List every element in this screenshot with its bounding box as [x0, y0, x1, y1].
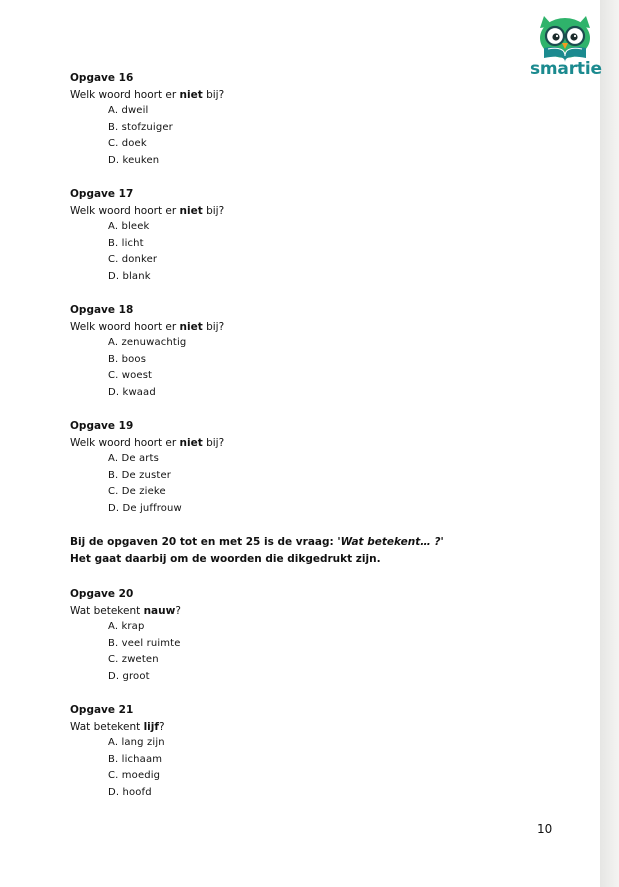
instruction-line [70, 534, 520, 551]
prompt-text: Welk woord hoort er [70, 321, 180, 333]
answer-option: D. hoofd [108, 786, 152, 798]
answer-option: B. stofzuiger [108, 121, 173, 133]
question-title: Opgave 21 [70, 704, 134, 716]
question-title: Opgave 20 [70, 588, 134, 600]
prompt-text: Wat betekent [70, 721, 144, 733]
prompt-text-end: bij? [202, 321, 225, 333]
prompt-bold-word: lijf [143, 721, 159, 733]
answer-option: C. moedig [108, 770, 161, 781]
smartie-logo [530, 14, 602, 78]
prompt-bold-word: nauw [143, 605, 176, 617]
answer-option: D. groot [108, 670, 150, 682]
answer-options [70, 335, 520, 401]
answer-option: A. De arts [108, 453, 159, 464]
prompt-bold-word: niet [179, 205, 203, 217]
question-prompt [70, 435, 520, 451]
prompt-text-end: bij? [202, 205, 225, 217]
answer-option: C. De zieke [108, 486, 166, 497]
answer-option: D. keuken [108, 154, 160, 166]
instruction-question: 'Wat betekent… ?' [337, 536, 444, 548]
question-block [70, 186, 520, 285]
question-title: Opgave 18 [70, 304, 134, 316]
answer-options [70, 451, 520, 517]
prompt-text-end: bij? [202, 89, 225, 101]
answer-option: A. bleek [108, 221, 150, 232]
answer-option: A. dweil [108, 105, 149, 116]
answer-options [70, 735, 520, 801]
question-block [70, 302, 520, 401]
prompt-text: Welk woord hoort er [70, 89, 180, 101]
instruction-line: Het gaat daarbij om de woorden die dikgedrukt zijn. [70, 553, 381, 565]
question-block [70, 418, 520, 517]
logo-wordmark: smartie [530, 59, 602, 79]
question-title: Opgave 19 [70, 420, 134, 432]
question-prompt [70, 87, 520, 103]
answer-option: D. blank [108, 270, 151, 282]
question-block [70, 586, 520, 685]
prompt-text-end: ? [175, 605, 181, 617]
question-block [70, 702, 520, 801]
page-number: 10 [537, 822, 553, 836]
prompt-text-end: bij? [202, 437, 225, 449]
answer-option: D. De juffrouw [108, 502, 182, 514]
owl-icon [536, 14, 594, 62]
prompt-text: Welk woord hoort er [70, 437, 180, 449]
page-edge [600, 0, 619, 887]
answer-option: B. licht [108, 237, 144, 249]
answer-option: A. lang zijn [108, 737, 165, 748]
question-prompt [70, 203, 520, 219]
answer-option: B. De zuster [108, 469, 172, 481]
prompt-bold-word: niet [179, 437, 203, 449]
answer-option: B. veel ruimte [108, 637, 181, 649]
question-title: Opgave 16 [70, 72, 134, 84]
question-prompt [70, 319, 520, 335]
answer-option: D. kwaad [108, 386, 156, 398]
question-prompt [70, 603, 520, 619]
answer-options [70, 619, 520, 685]
answer-options [70, 219, 520, 285]
prompt-text-end: ? [158, 721, 165, 733]
exercise-content [70, 70, 520, 818]
question-title: Opgave 17 [70, 188, 134, 200]
question-block [70, 70, 520, 169]
answer-option: C. woest [108, 370, 153, 381]
question-prompt [70, 719, 520, 735]
prompt-bold-word: niet [179, 321, 203, 333]
answer-option: C. zweten [108, 654, 159, 665]
prompt-text: Welk woord hoort er [70, 205, 180, 217]
instruction-text: Bij de opgaven 20 tot en met 25 is de vraag: [70, 536, 338, 548]
prompt-text: Wat betekent [70, 605, 144, 617]
answer-option: A. zenuwachtig [108, 337, 187, 348]
section-instructions [70, 534, 520, 568]
answer-option: B. boos [108, 353, 147, 365]
answer-option: B. lichaam [108, 753, 163, 765]
prompt-bold-word: niet [179, 89, 203, 101]
answer-options [70, 103, 520, 169]
answer-option: C. doek [108, 138, 147, 149]
answer-option: A. krap [108, 621, 145, 632]
answer-option: C. donker [108, 254, 158, 265]
